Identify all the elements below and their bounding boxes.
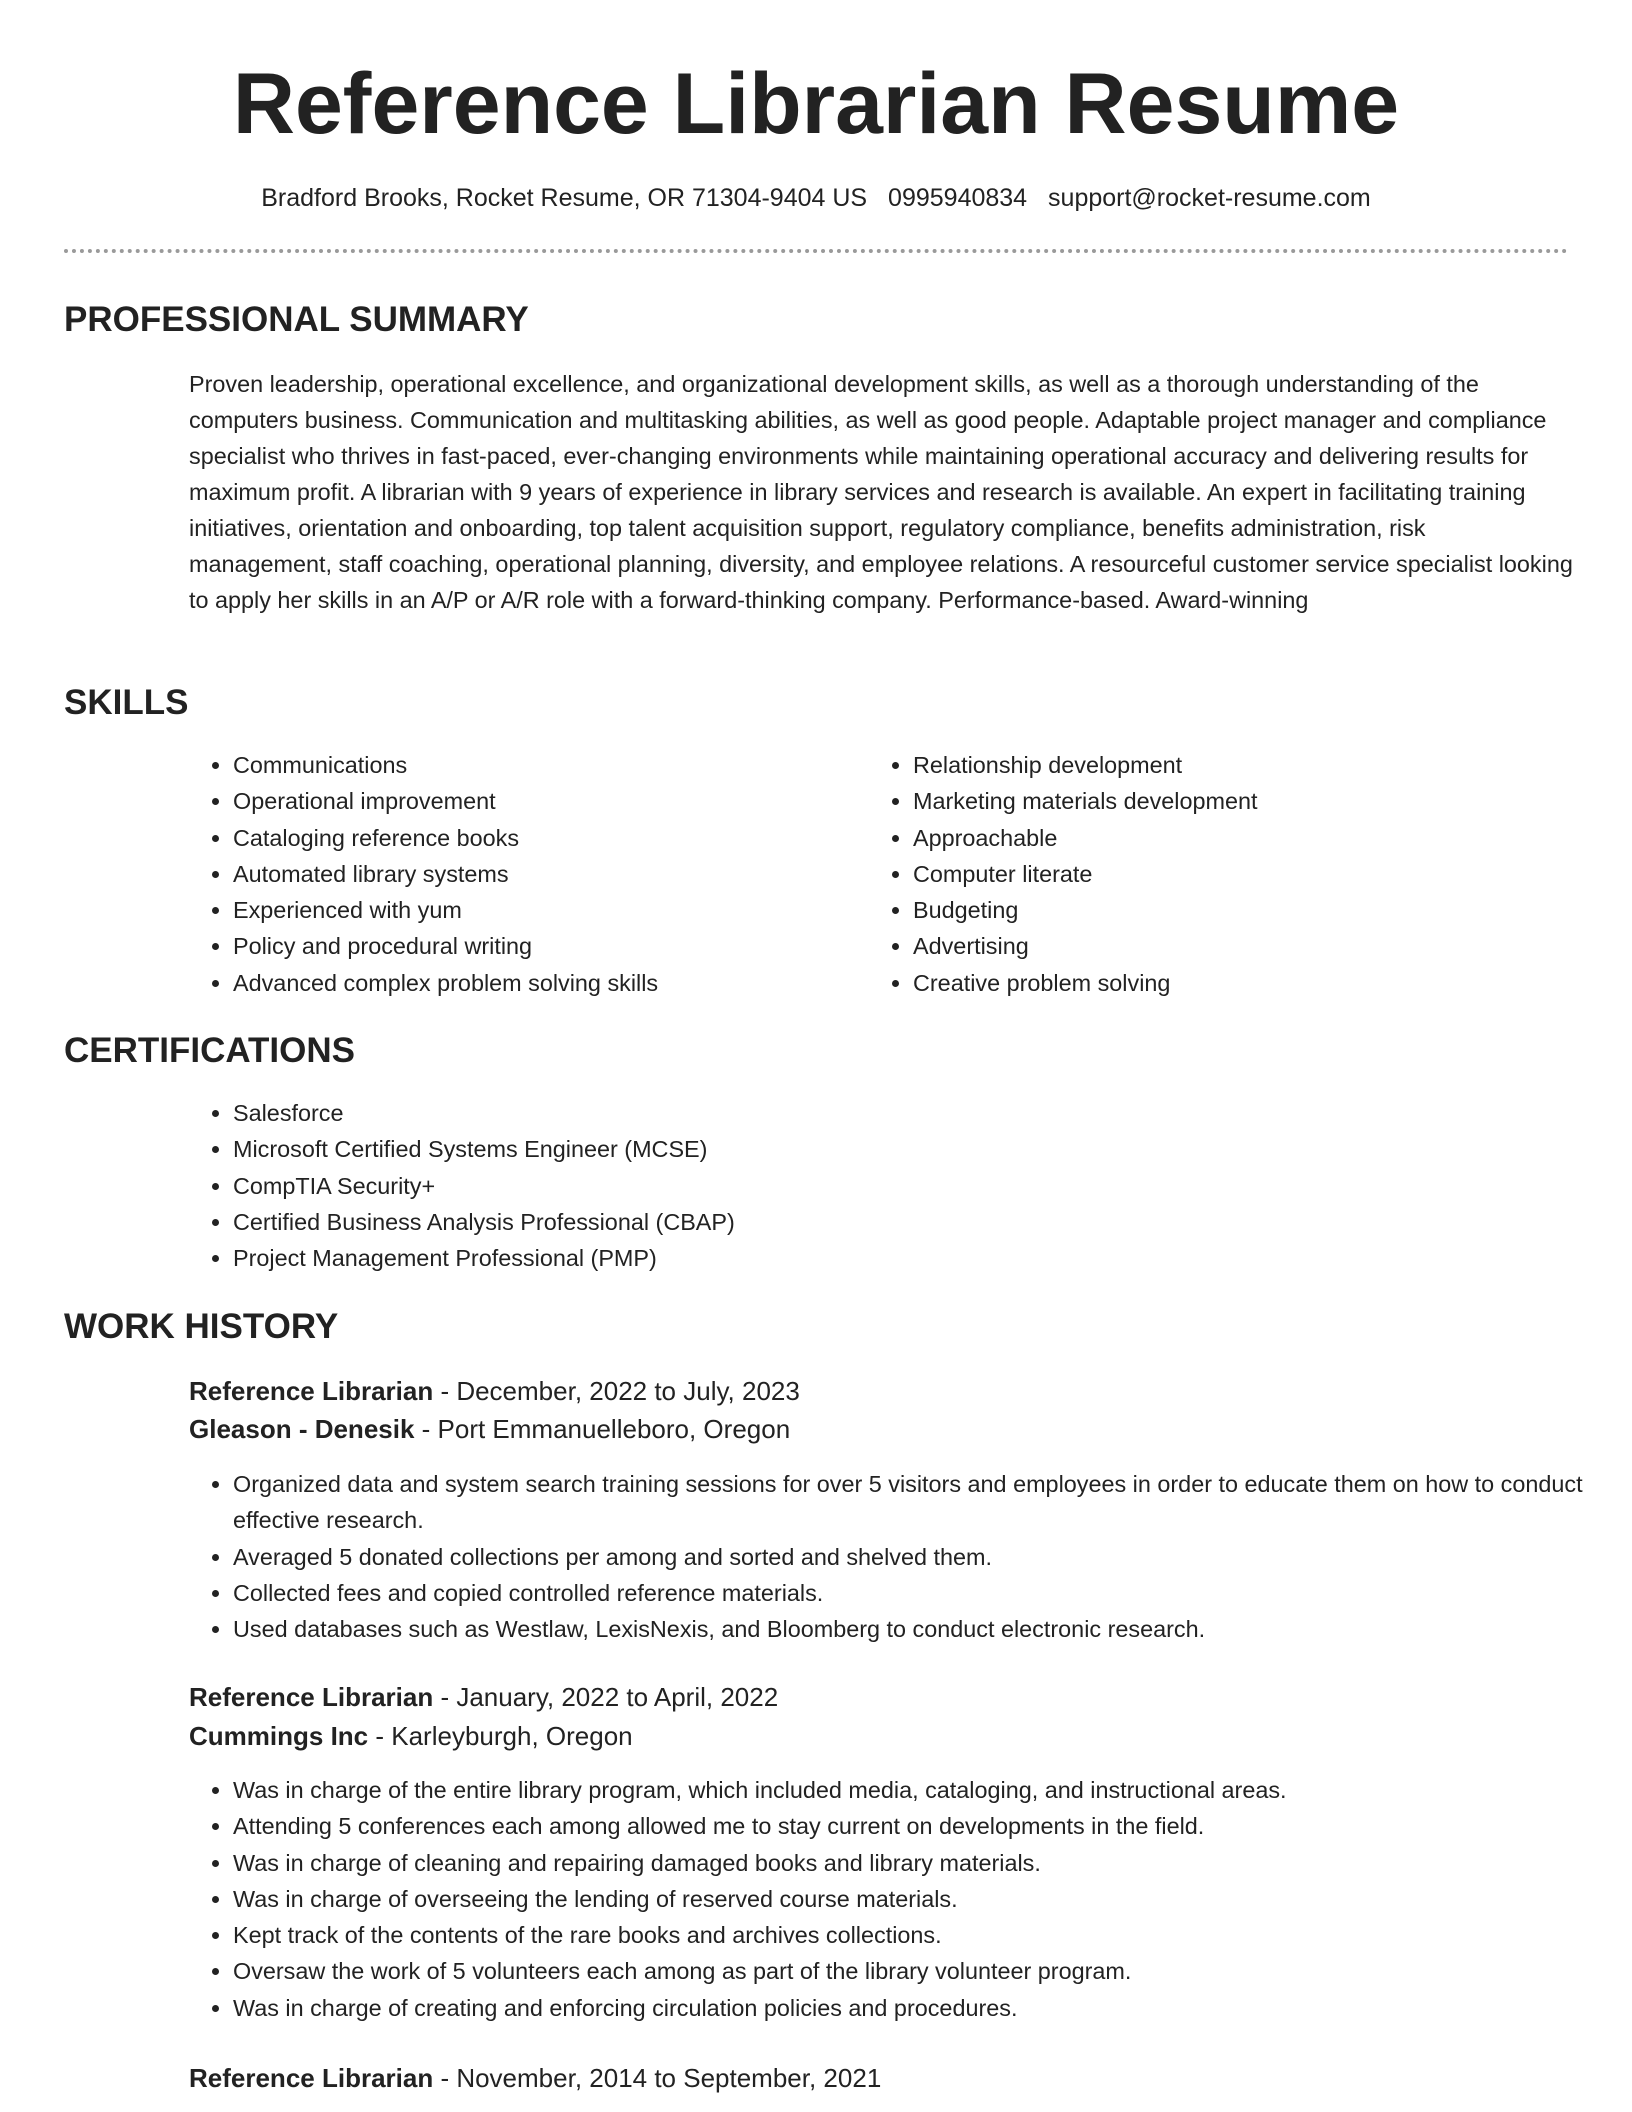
skill-item: • Creative problem solving — [913, 965, 1553, 1001]
job-title: Reference Librarian — [189, 1682, 434, 1712]
job-bullet: • Kept track of the contents of the rare books and archives collections. — [233, 1917, 1618, 1953]
job-employer: Cummings Inc — [189, 1721, 369, 1751]
job-bullets — [189, 1466, 1618, 1647]
resume-title: Reference Librarian Resume — [232, 56, 1400, 152]
certifications-heading: CERTIFICATIONS — [64, 1031, 356, 1070]
skill-item: • Advertising — [913, 928, 1553, 964]
job-bullet: • Was in charge of overseeing the lending of reserved course materials. — [233, 1881, 1618, 1917]
skill-item: • Advanced complex problem solving skills — [233, 965, 853, 1001]
job-bullet: • Averaged 5 donated collections per among and sorted and shelved them. — [233, 1539, 1618, 1575]
job-bullet: • Used databases such as Westlaw, LexisNexis, and Bloomberg to conduct electronic research. — [233, 1611, 1618, 1647]
skill-item: • Marketing materials development — [913, 783, 1553, 819]
job-title-line — [189, 1678, 778, 1716]
skills-heading: SKILLS — [64, 683, 189, 722]
certification-item: • Microsoft Certified Systems Engineer (MCSE) — [233, 1131, 1533, 1167]
skills-list-left — [189, 747, 853, 1001]
job-title: Reference Librarian — [189, 1376, 434, 1406]
job-bullet: • Attending 5 conferences each among allowed me to stay current on developments in the field. — [233, 1808, 1618, 1844]
job-bullet: • Organized data and system search training sessions for over 5 visitors and employees in order to educate them on how to conduct effective research. — [233, 1466, 1618, 1539]
contact-email: support@rocket-resume.com — [1048, 184, 1371, 212]
job-location: - Port Emmanuelleboro, Oregon — [414, 1414, 791, 1444]
skill-item: • Operational improvement — [233, 783, 853, 819]
skills-list-right — [869, 747, 1553, 1001]
job-location: - Karleyburgh, Oregon — [368, 1721, 633, 1751]
contact-line — [0, 181, 1632, 215]
contact-phone: 0995940834 — [888, 184, 1028, 212]
job-employer: Gleason - Denesik — [189, 1414, 415, 1444]
contact-address: Bradford Brooks, Rocket Resume, OR 71304-9404 US — [261, 184, 868, 212]
skill-item: • Automated library systems — [233, 856, 853, 892]
summary-text: Proven leadership, operational excellence, and organizational development skills, as well as a thorough understanding of the computers business. Communication and multitasking abilities, as well as good people. Adaptable project manager and compliance specialist who thrives in fast-paced, ever-changing environments while maintaining operational accuracy and delivering results for maximum profit. A librarian with 9 years of experience in library services and research is available. An expert in facilitating training initiatives, orientation and onboarding, top talent acquisition support, regulatory compliance, benefits administration, risk management, staff coaching, operational planning, diversity, and employee relations. A resourceful customer service specialist looking to apply her skills in an A/P or A/R role with a forward-thinking company. Performance-based. Award-winning — [189, 371, 1573, 613]
header-divider — [64, 249, 1568, 253]
job-bullet: • Was in charge of the entire library program, which included media, cataloging, and instructional areas. — [233, 1772, 1618, 1808]
skill-item: • Computer literate — [913, 856, 1553, 892]
job-employer-line — [189, 1717, 633, 1755]
job-bullet: • Was in charge of cleaning and repairing damaged books and library materials. — [233, 1845, 1618, 1881]
skill-item: • Policy and procedural writing — [233, 928, 853, 964]
job-employer-line — [189, 1410, 790, 1448]
skill-item: • Budgeting — [913, 892, 1553, 928]
skill-item: • Approachable — [913, 820, 1553, 856]
job-title-line — [189, 2059, 881, 2097]
certification-item: • Salesforce — [233, 1095, 1533, 1131]
skill-item: • Experienced with yum — [233, 892, 853, 928]
summary-heading: PROFESSIONAL SUMMARY — [64, 300, 529, 339]
certification-item: • Project Management Professional (PMP) — [233, 1240, 1533, 1276]
job-dates: - December, 2022 to July, 2023 — [433, 1376, 800, 1406]
job-title-line — [189, 1372, 800, 1410]
job-dates: - January, 2022 to April, 2022 — [433, 1682, 779, 1712]
work-history-heading: WORK HISTORY — [64, 1307, 339, 1346]
skill-item: • Communications — [233, 747, 853, 783]
job-dates: - November, 2014 to September, 2021 — [433, 2063, 882, 2093]
skill-item: • Cataloging reference books — [233, 820, 853, 856]
job-bullets — [189, 1772, 1618, 2026]
certification-item: • CompTIA Security+ — [233, 1168, 1533, 1204]
certification-item: • Certified Business Analysis Professional (CBAP) — [233, 1204, 1533, 1240]
skill-item: • Relationship development — [913, 747, 1553, 783]
job-bullet: • Oversaw the work of 5 volunteers each among as part of the library volunteer program. — [233, 1953, 1618, 1989]
job-bullet: • Was in charge of creating and enforcing circulation policies and procedures. — [233, 1990, 1618, 2026]
certifications-list — [189, 1095, 1533, 1276]
job-title: Reference Librarian — [189, 2063, 434, 2093]
job-bullet: • Collected fees and copied controlled reference materials. — [233, 1575, 1618, 1611]
